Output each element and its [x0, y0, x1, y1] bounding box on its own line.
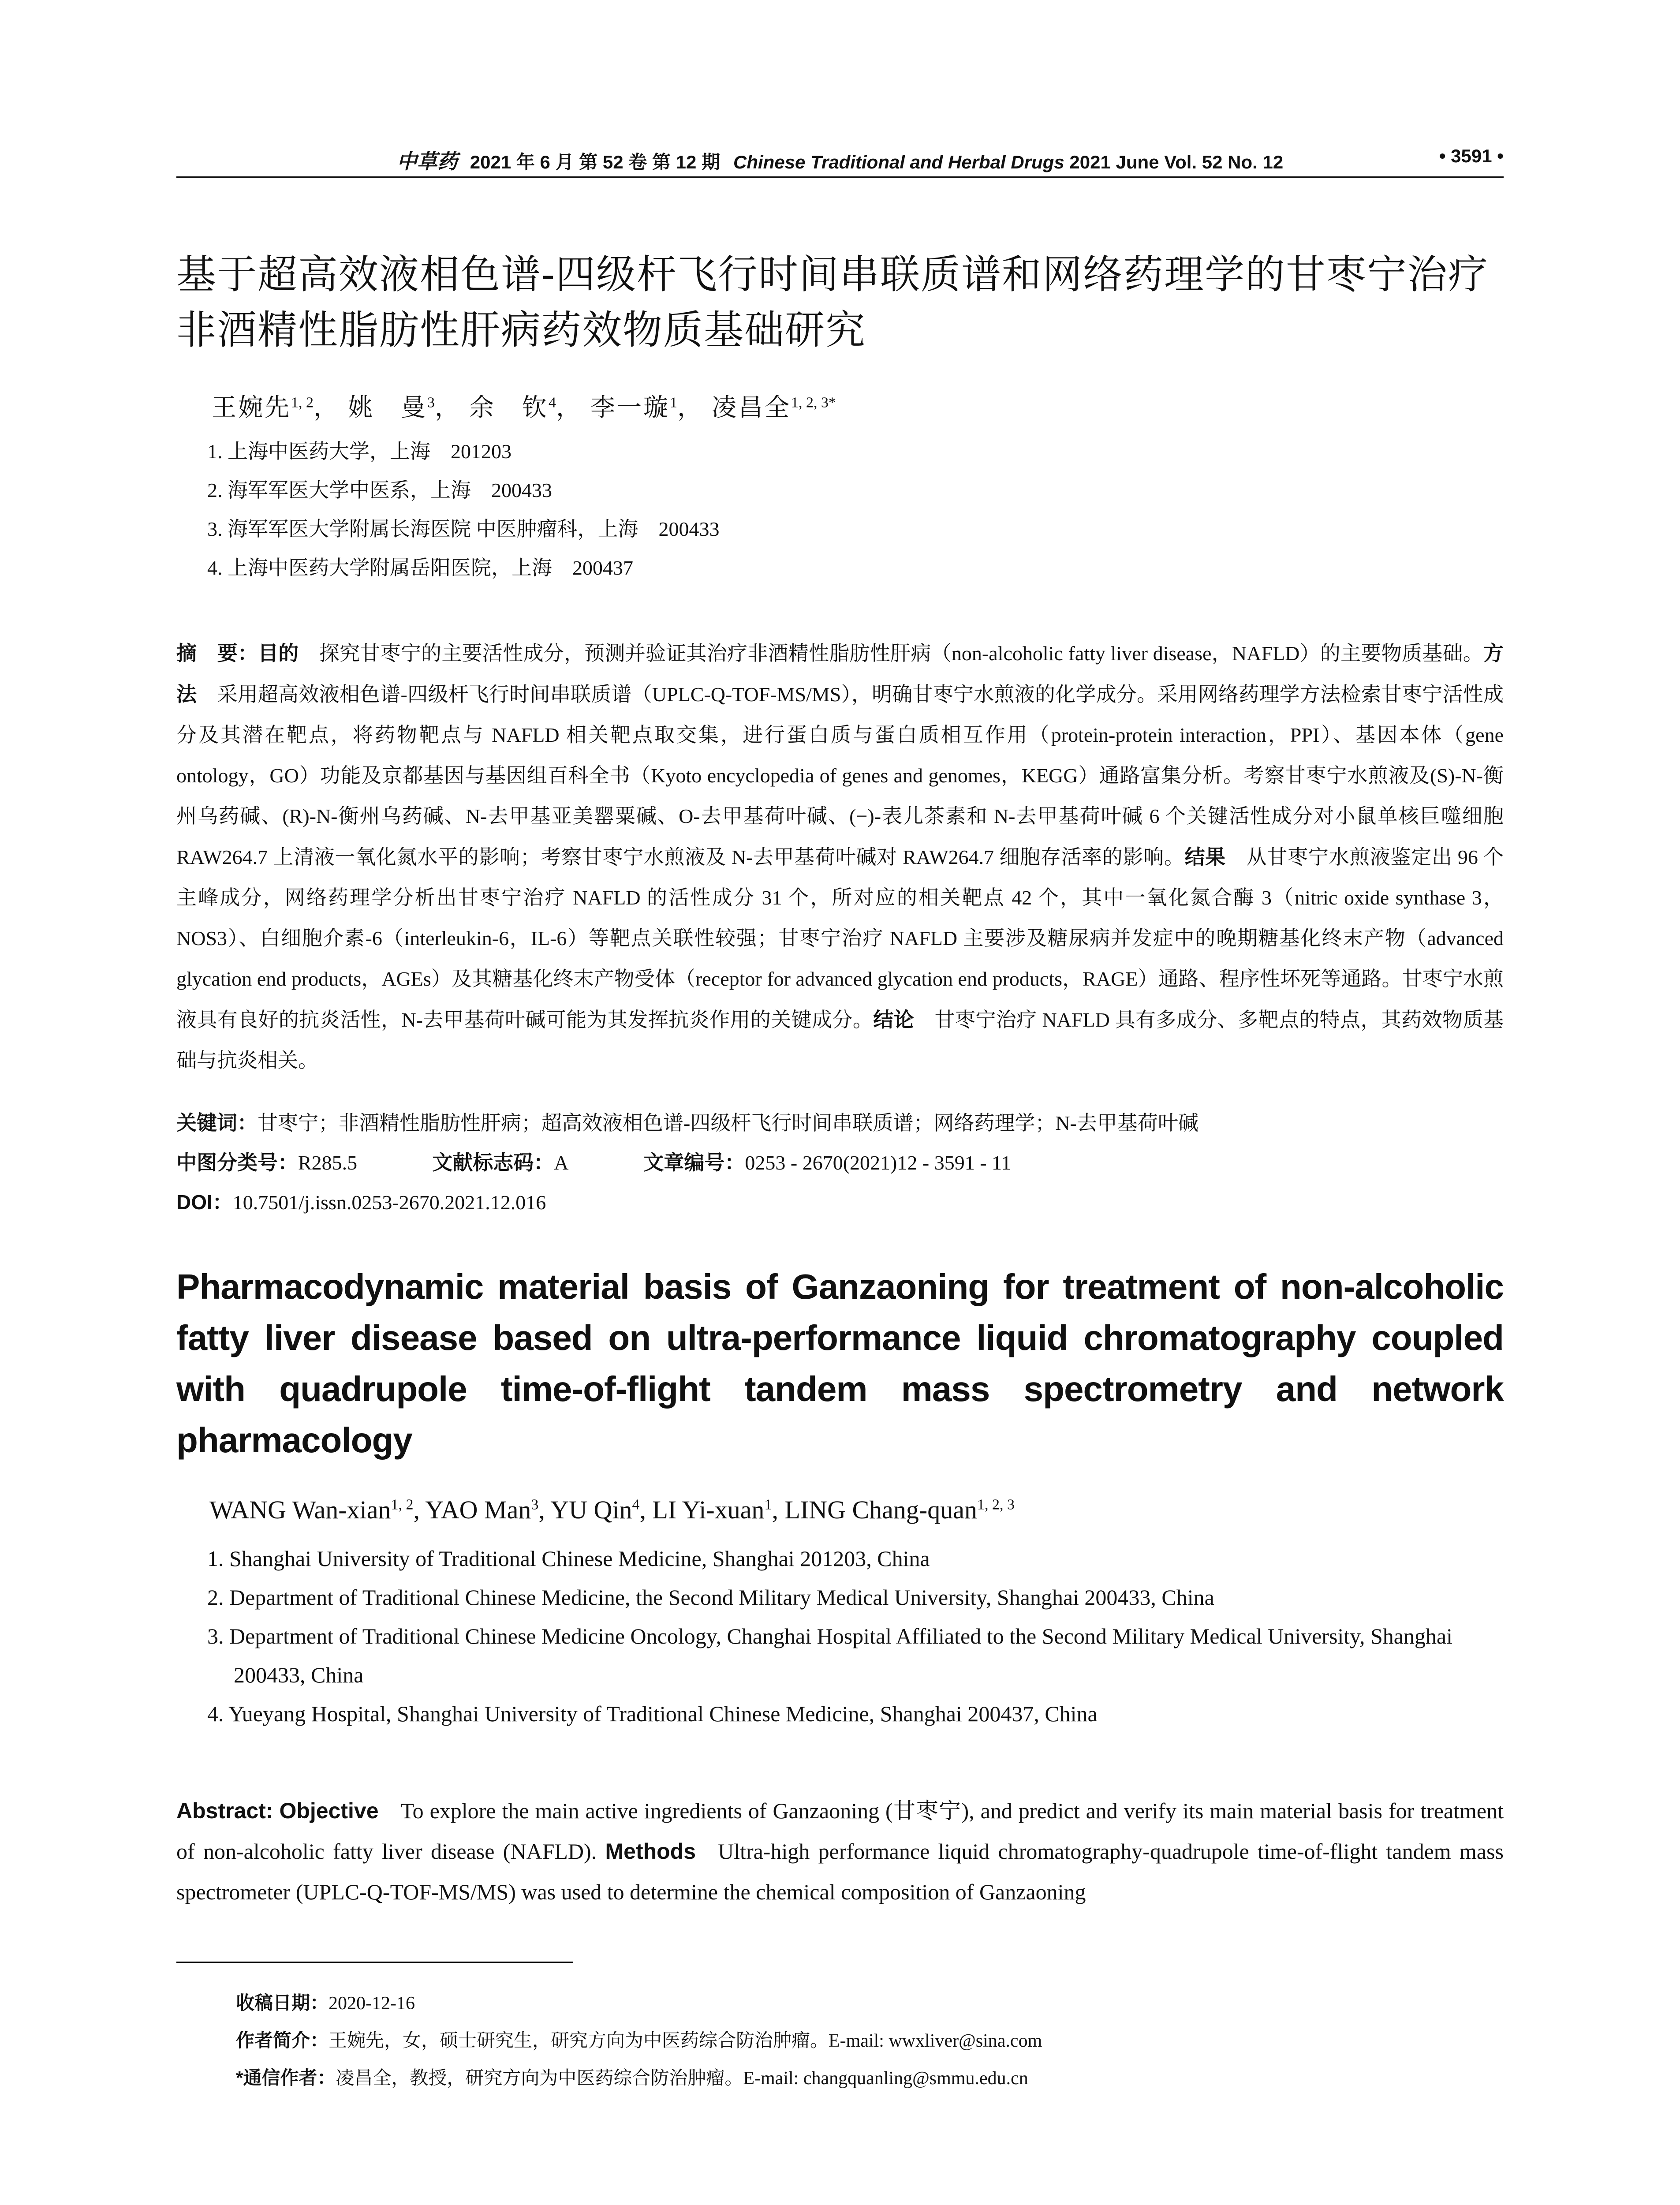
- abstract-cn: [176, 633, 1504, 1081]
- objective-en-label: Objective: [279, 1798, 379, 1823]
- received-date: 收稿日期：2020-12-16: [236, 1992, 415, 2014]
- keywords-cn: [176, 1102, 1504, 1144]
- affiliation-cn: 1. 上海中医药大学，上海 201203: [207, 440, 511, 463]
- affiliation-en: 4. Yueyang Hospital, Shanghai University of Traditional Chinese Medicine, Shanghai 200437, China: [207, 1701, 1098, 1726]
- objective-cn-label: 目的: [258, 642, 299, 665]
- page-number: • 3591 •: [1439, 146, 1504, 166]
- footnote-rule: [176, 1962, 573, 1963]
- author-cn-3: 余 钦$^4$，: [469, 394, 582, 422]
- author-cn-4: 李一璇$^1$，: [590, 394, 704, 422]
- header-rule: [176, 176, 1504, 178]
- methods-cn: 采用超高效液相色谱-四级杆飞行时间串联质谱（UPLC-Q-TOF-MS/MS），明确甘枣宁水煎液的化学成分。采用网络药理学方法检索甘枣宁活性成分及其潜在靶点，将药物靶点与 NAFLD 相关靶点取交集，进行蛋白质与蛋白质相互作用（protein-protein interaction，PPI）、基因本体（gene ontology，GO）功能及京都基因与基因组百科全书（Kyoto encyclopedia of genes and genomes，KEGG）通路富集分析。考察甘枣宁水煎液及(S)-N-衡州乌药碱、(R)-N-衡州乌药碱、N-去甲基亚美罂粟碱、O-去甲基荷叶碱、(−)-表儿茶素和 N-去甲基荷叶碱 6 个关键活性成分对小鼠单核巨噬细胞 RAW264.7 上清液一氧化氮水平的影响；考察甘枣宁水煎液及 N-去甲基荷叶碱对 RAW264.7 细胞存活率的影响。: [176, 683, 1504, 868]
- doi-value: 10.7501/j.issn.0253-2670.2021.12.016: [232, 1191, 546, 1214]
- abstract-cn-label: 摘 要：: [176, 642, 258, 665]
- doc-code-label: 文献标志码：: [432, 1151, 554, 1174]
- objective-cn: 探究甘枣宁的主要活性成分，预测并验证其治疗非酒精性脂肪性肝病（non-alcoholic fatty liver disease，NAFLD）的主要物质基础。: [319, 642, 1484, 665]
- header-center: [176, 146, 1504, 175]
- article-id-label: 文章编号：: [643, 1151, 745, 1174]
- results-cn: 从甘枣宁水煎液鉴定出 96 个主峰成分，网络药理学分析出甘枣宁治疗 NAFLD 的活性成分 31 个，所对应的相关靶点 42 个，其中一氧化氮合酶 3（nitric oxide synthase 3，NOS3）、白细胞介素-6（interleukin-6，IL-6）等靶点关联性较强；甘枣宁治疗 NAFLD 主要涉及糖尿病并发症中的晚期糖基化终末产物（advanced glycation end products，AGEs）及其糖基化终末产物受体（receptor for advanced glycation end products，RAGE）通路、程序性坏死等通路。甘枣宁水煎液具有良好的抗炎活性，N-去甲基荷叶碱可能为其发挥抗炎作用的关键成分。: [176, 846, 1504, 1031]
- author-en-5: LING Chang-quan$^{1, 2, 3}$: [784, 1495, 1015, 1524]
- methods-en: Ultra-high performance liquid chromatography-quadrupole time-of-flight tandem mass spectrometer (UPLC-Q-TOF-MS/MS) was used to determine the chemical composition of Ganzaoning: [176, 1839, 1504, 1904]
- objective-en: To explore the main active ingredients of Ganzaoning (甘枣宁), and predict and verify its main material basis for treatment of non-alcoholic fatty liver disease (NAFLD).: [176, 1798, 1504, 1864]
- affiliation-cn: 2. 海军军医大学中医系，上海 200433: [207, 479, 552, 501]
- affiliation-cn: 4. 上海中医药大学附属岳阳医院，上海 200437: [207, 557, 633, 579]
- issue-en: 2021 June Vol. 52 No. 12: [1069, 152, 1284, 172]
- affiliation-en: 1. Shanghai University of Traditional Chinese Medicine, Shanghai 201203, China: [207, 1546, 930, 1571]
- clc-value: R285.5: [298, 1151, 358, 1174]
- doi-label: DOI：: [176, 1191, 233, 1214]
- keywords-cn-text: 甘枣宁；非酒精性脂肪性肝病；超高效液相色谱-四级杆飞行时间串联质谱；网络药理学；N-去甲基荷叶碱: [258, 1112, 1198, 1134]
- author-bio: 作者简介：王婉先，女，硕士研究生，研究方向为中医药综合防治肿瘤。E-mail: wwxliver@sina.com: [236, 2030, 1042, 2051]
- issue-cn: 2021 年 6 月 第 52 卷 第 12 期: [470, 152, 721, 172]
- abstract-en-label: Abstract:: [176, 1798, 273, 1823]
- affiliation-en: 3. Department of Traditional Chinese Medicine Oncology, Changhai Hospital Affiliated to the Second Military Medical University, Shanghai 200433, China: [207, 1624, 1453, 1687]
- article-id-value: 0253 - 2670(2021)12 - 3591 - 11: [745, 1151, 1012, 1174]
- journal-name-cn: 中草药: [396, 150, 458, 173]
- affiliation-cn: 3. 海军军医大学附属长海医院 中医肿瘤科，上海 200433: [207, 518, 720, 540]
- conclusion-cn: 甘枣宁治疗 NAFLD 具有多成分、多靶点的特点，其药效物质基础与抗炎相关。: [176, 1009, 1504, 1072]
- title-en: Pharmacodynamic material basis of Ganzaoning for treatment of non-alcoholic fatty liver disease based on ultra-performance liquid chromatography coupled with quadrupole time-of-flight tandem mass spectrometry and network pharmacology: [176, 1267, 1504, 1460]
- doi-line: [176, 1182, 1504, 1223]
- abstract-en: [176, 1790, 1504, 1912]
- clc-label: 中图分类号：: [176, 1151, 298, 1174]
- classification-line: [176, 1142, 1504, 1183]
- doc-code-value: A: [554, 1151, 569, 1174]
- methods-cn-label: 方法: [176, 642, 1504, 706]
- author-en-3: YU Qin$^4$,: [550, 1495, 653, 1524]
- running-header: [176, 146, 1504, 176]
- corresponding-author: *通信作者：凌昌全，教授，研究方向为中医药综合防治肿瘤。E-mail: changquanling@smmu.edu.cn: [236, 2067, 1028, 2089]
- authors-cn: [212, 388, 836, 423]
- affiliations-cn: [207, 432, 1486, 587]
- methods-en-label: Methods: [605, 1839, 696, 1864]
- affiliations-en: [207, 1539, 1504, 1733]
- results-cn-label: 结果: [1184, 845, 1226, 868]
- author-cn-2: 姚 曼$^3$，: [348, 394, 461, 422]
- keywords-cn-label: 关键词：: [176, 1111, 258, 1134]
- affiliation-en: 2. Department of Traditional Chinese Medicine, the Second Military Medical University, Shanghai 200433, China: [207, 1585, 1214, 1610]
- author-en-1: WANG Wan-xian$^{1, 2}$,: [209, 1495, 426, 1524]
- authors-en: [209, 1495, 1015, 1525]
- author-cn-1: 王婉先$^{1, 2}$，: [212, 394, 340, 422]
- author-cn-5: 凌昌全$^{1, 2, 3*}$: [712, 394, 836, 422]
- footnotes: [236, 1984, 1501, 2097]
- author-en-2: YAO Man$^3$,: [425, 1495, 551, 1524]
- conclusion-cn-label: 结论: [873, 1008, 915, 1031]
- author-en-4: LI Yi-xuan$^1$,: [652, 1495, 785, 1524]
- journal-name-en: Chinese Traditional and Herbal Drugs: [733, 152, 1064, 172]
- title-cn: 基于超高效液相色谱-四级杆飞行时间串联质谱和网络药理学的甘枣宁治疗非酒精性脂肪性肝病药效物质基础研究: [176, 253, 1489, 352]
